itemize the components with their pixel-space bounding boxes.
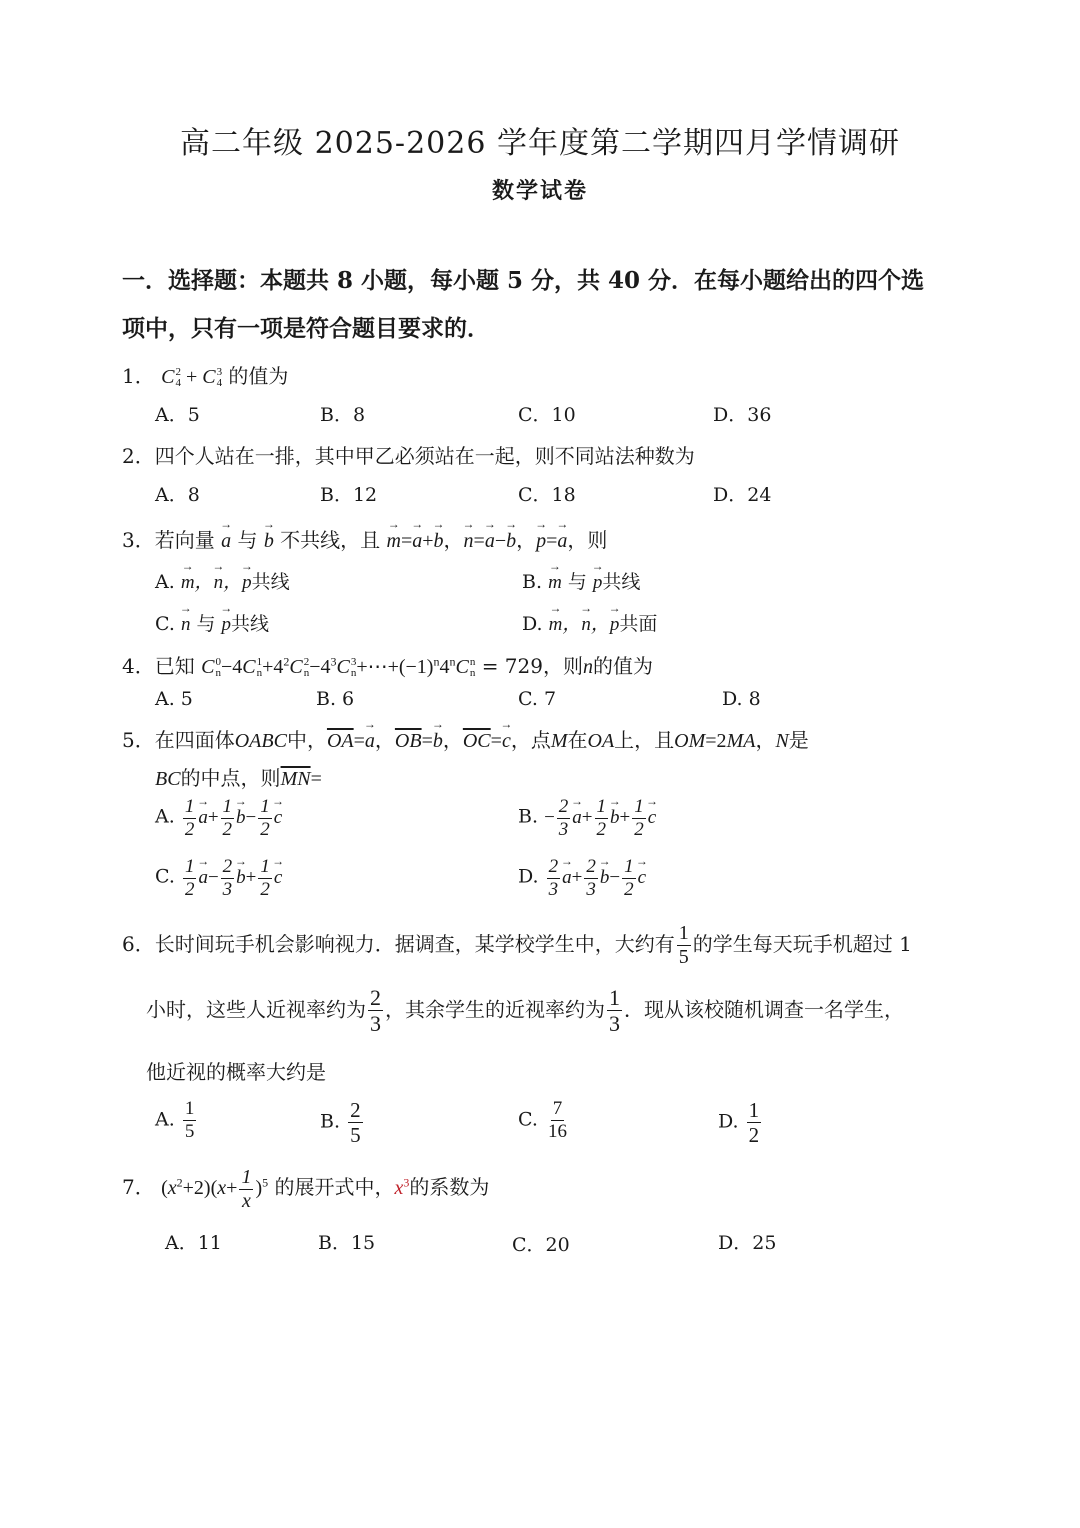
section-instruction-line2: 项中，只有一项是符合题目要求的． [122,315,490,342]
q1-option-a: A．5 [155,404,200,426]
question-6: 6．长时间玩手机会影响视力．据调查，某学校学生中，大约有 $\frac{1}{5}$ 的学生每天玩手机超过 1 [122,922,912,968]
question-3: 3．若向量 → a 与 → b 不共线，且 → m=→ a+→ b，→ n=→ a−→ b，→ p=→ a，则 [122,524,607,553]
q7-option-b: B．15 [318,1232,376,1254]
q3-option-c: C. → n 与 → p共线 [155,609,269,636]
q2-option-b: B．12 [320,484,378,506]
exam-title: 高二年级 2025-2026 学年度第二学期四月学情调研 [180,126,900,161]
question-2: 2．四个人站在一排，其中甲乙必须站在一起，则不同站法种数为 [122,444,695,468]
exam-subtitle: 数学试卷 [491,178,588,204]
q1-option-d: D．36 [713,404,772,426]
q1-option-b: B．8 [320,404,366,426]
q4-option-c: C. 7 [518,688,557,710]
q2-option-a: A．8 [155,484,200,506]
formula: C 0 n −4C 1 n $+4^2C$ 2 n $-4^3C$ 3 n $+\cdots+(-1)^n4^nC$ n n [201,654,476,680]
q2-option-c: C．18 [518,484,576,506]
q4-option-b: B. 6 [316,688,355,710]
q3-option-d: D. → m，→ n，→ p共面 [522,609,657,636]
formula: C 2 4 + C 3 4 [161,366,223,390]
q4-option-d: D. 8 [722,688,761,710]
q7-option-d: D．25 [718,1232,777,1254]
q7-option-c: C．20 [512,1234,570,1256]
q3-option-b: B. → m 与 → p共线 [522,567,640,594]
q6-option-b: B. $\frac{2}{5}$ [320,1098,361,1148]
q6-option-a: A. $\frac{1}{5}$ [155,1098,195,1142]
q4-option-a: A. 5 [155,688,193,710]
highlight-x-cubed: $x^3$ [394,1175,410,1200]
section-instruction-line1: 一．选择题：本题共 8 小题，每小题 5 分，共 40 分．在每小题给出的四个选 [122,267,925,294]
q5-option-c: C. $\frac{1}{2}$ → a− $\frac{2}{3}$ → b+ $\frac{1}{2}$ → c [155,856,282,901]
question-6-line3: 他近视的概率大约是 [146,1060,326,1084]
question-5-line2: BC的中点，则$\overline{MN}=$ [155,766,322,790]
question-1: 1． C 2 4 + C 3 4 的值为 [122,364,289,390]
q7-option-a: A．11 [165,1232,222,1254]
formula: → m=→ a+→ b，→ n=→ a−→ b，→ p=→ a [387,530,568,552]
formula: $(x^2+2)(x+$ $\frac{1}{x}$ )$^5$ [161,1166,269,1212]
question-7: 7． $(x^2+2)(x+$ $\frac{1}{x}$ )$^5$ 的展开式中，$x^3$的系数为 [122,1166,490,1212]
q5-option-b: B. − $\frac{2}{3}$ → a+ $\frac{1}{2}$ → b+ $\frac{1}{2}$ → c [518,796,656,841]
q5-option-d: D. $\frac{2}{3}$ → a+ $\frac{2}{3}$ → b− $\frac{1}{2}$ → c [518,856,646,901]
q2-option-d: D．24 [713,484,772,506]
question-4: 4．已知 C 0 n −4C 1 n $+4^2C$ 2 n $-4^3C$ 3 n $+\cdots+(-1)^n4^nC$ n n = 729，则n的值为 [122,654,653,680]
q5-option-a: A. $\frac{1}{2}$ → a+ $\frac{1}{2}$ → b− $\frac{1}{2}$ → c [155,796,282,841]
q6-option-d: D. $\frac{1}{2}$ [718,1098,760,1148]
q3-option-a: A. → m，→ n，→ p共线 [155,567,290,594]
question-5: 5．在四面体OABC中，$\overline{OA}=\to a$，$\overline{OB}=\to b$，$\overline{OC}=\to c$，点M在OA上，且OM=2MA，N是 [122,724,809,753]
q6-option-c: C. $\frac{7}{16}$ [518,1098,567,1142]
question-6-line2: 小时，这些人近视率约为 $\frac{2}{3}$ ，其余学生的近视率约为 $\frac{1}{3}$ ．现从该校随机调查一名学生， [146,985,904,1037]
q1-option-c: C．10 [518,404,576,426]
